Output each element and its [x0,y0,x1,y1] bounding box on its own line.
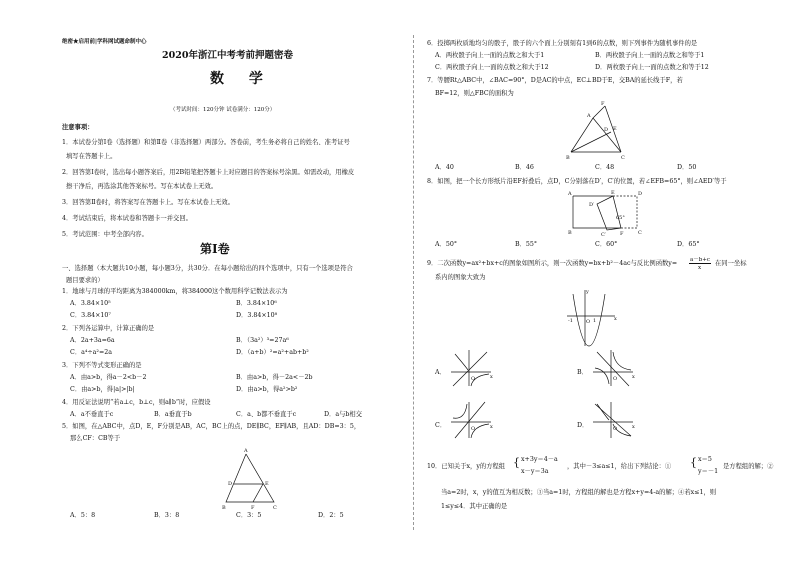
q9-origin-label: O [586,319,591,325]
q6-stem: 6．投掷两枚质地均匀的骰子，骰子的六个面上分别刻有1到6的点数，则下列事件为随机事件的是 [427,40,698,47]
q7-label-e: E [613,126,617,132]
origin-label: O [613,426,618,432]
notice-line: 1．本试卷分第Ⅰ卷（选择题）和第Ⅱ卷（非选择题）两部分。答卷前，考生务必将自己的姓名、准考证号 [62,139,350,146]
q8-label-c-prime: C′ [601,232,606,238]
q7-segment-ac [593,118,621,152]
q7-stem: 7．等腰Rt△ABC中，∠BAC=90°，D是AC的中点，EC⊥BD于E，交BA的延长线于F，若 [427,77,683,84]
q1-option-d: D．3.84×10⁸ [236,312,278,319]
q9-parabola-graph [565,288,617,348]
q5-label-f: F [251,505,255,511]
q5-segment-ef [253,484,263,502]
part1-intro: 一、选择题（本大题共10小题，每小题3分，共30分．在每小题给出的四个选项中，只有一个选项是符合 [62,265,353,272]
q8-stem: 8．如图，把一个长方形纸片沿EF折叠后，点D，C分别落在D′，C′的位置，若∠EFB=65°，则∠AED′等于 [427,178,727,185]
q8-option-a: A．50° [435,241,458,248]
q5-stem: 5．如图，在△ABC中，点D，E，F分别是AB，AC，BC上的点，DE∥BC，EF∥AB，且AD：DB=3：5， [62,423,361,430]
q5-triangle-abc [226,454,274,502]
q7-triangle-figure [563,102,639,160]
hyperbola-branch [455,354,468,370]
q4-option-b: B．a垂直于b [154,411,192,418]
q9-tick-pos: 1 [593,318,597,324]
q4-option-a: A．a不垂直于c [70,411,114,418]
q8-label-d: D [638,191,643,197]
q9-option-b: B． [577,369,588,376]
q6-option-b: B．两枚骰子向上一面的点数之和等于1 [595,52,705,59]
q5-option-a: A．5：8 [70,512,96,519]
q10-solution-y: y＝－1 [698,468,719,475]
q9-stem-2: 系内的图象大致为 [435,274,486,281]
q5-label-b: B [222,505,226,511]
q5-option-b: B．3：8 [154,512,180,519]
notice-heading: 注意事项： [62,124,94,131]
q4-option-d: D．a与b相交 [324,411,363,418]
q7-segment-af [593,106,605,118]
q5-option-c: C．3：5 [236,512,262,519]
q2-option-d: D．（a+b）²=a²+ab+b² [236,349,309,356]
q9-option-c: C． [435,422,447,429]
q7-option-c: C．48 [595,164,615,171]
q2-option-a: A．2a+3a=6a [70,337,115,344]
header-note: 绝密★启用前|学科网试题命制中心 [62,39,147,45]
notice-line: 4．考试结束后，将本试卷和答题卡一并交回。 [62,215,192,222]
axis-x-label: x [490,374,493,380]
q9-stem-tail: 在同一坐标 [715,260,747,267]
q7-label-b: B [566,155,570,161]
q10-stem-mid: ，其中－3≤a≤1，给出下列结论：① [567,463,672,470]
q8-fold-figure [563,190,647,236]
q4-option-c: C．a、b都不垂直于c [236,411,297,418]
q7-option-d: D．50 [677,164,697,171]
q10-stem: 10．已知关于x，y的方程组 [427,463,506,470]
q7-option-a: A．40 [435,164,454,171]
q1-stem: 1．地球与月球的平均距离为384000km，将384000这个数用科学记数法表示为 [62,288,288,295]
hyperbola-branch [613,352,631,370]
q6-option-d: D．两枚骰子向上一面的点数之和等于12 [595,64,709,71]
q1-option-b: B．3.84×10⁶ [236,300,277,307]
q10-system-eq2: x－y＝3a [521,468,549,475]
q9-x-label: x [614,316,617,322]
q3-option-a: A．由a>b，得a－2<b－2 [70,374,147,381]
q10-stem-tail: 是方程组的解；② [723,463,774,470]
q10-brace-2: { [690,456,697,469]
column-divider [413,35,414,530]
line-graph [455,402,485,438]
notice-line: 2．回答第Ⅰ卷时，选出每小题答案后，用2B铅笔把答题卡上对应题目的答案标号涂黑。如需改动，用橡皮 [62,169,355,176]
hyperbola-branch [597,404,609,420]
section-title: 第Ⅰ卷 [200,242,230,256]
q5-label-a: A [244,448,248,454]
q2-option-b: B．（3a²）³=27a⁶ [236,337,289,344]
q3-option-b: B．由a>b，得－2a<－2b [236,374,313,381]
exam-info: （考试时间：120分钟 试卷满分：120分） [170,107,276,113]
hyperbola-branch [595,368,609,384]
q10-system-eq1: x+3y＝4－a [521,456,558,463]
origin-label: O [471,376,476,382]
q8-option-d: D．65° [677,241,700,248]
q5-label-c: C [273,505,277,511]
notice-line: 擦干净后，再选涂其他答案标号。写在本试卷上无效。 [66,183,218,190]
q9-stem: 9．二次函数y=ax²+bx+c的图象如图所示，则一次函数y=bx+b²－4ac与反比例函数y= [427,260,678,267]
q5-label-e: E [265,481,269,487]
q8-label-d-prime: D′ [589,202,595,208]
q9-option-d: D． [577,422,589,429]
q9-tick-neg: -1 [568,318,573,324]
q7-label-f: F [601,101,605,107]
axis-x-label: x [632,374,635,380]
q2-option-c: C．a⁴÷a²=2a [70,349,112,356]
q9-fraction-numerator: a－b+c [690,257,710,263]
q3-option-c: C．由a>b，得|a|>|b| [70,386,135,393]
q3-option-d: D．由a>b，得a²>b² [236,386,298,393]
q8-option-b: B．55° [515,241,538,248]
q7-label-a: A [587,113,591,119]
q9-option-a: A． [435,369,446,376]
part1-intro: 题目要求的） [66,277,104,284]
q8-dashed-original-flap [613,196,637,228]
q1-option-a: A．3.84×10⁵ [70,300,111,307]
q8-fold-line-ef [613,196,621,228]
hyperbola-branch [453,404,467,418]
q8-label-e: E [611,190,615,196]
q9-option-d-graph [591,400,635,440]
q5-option-d: D．2：5 [318,512,344,519]
q3-stem: 3．下列不等式变形正确的是 [62,362,142,369]
q8-option-c: C．60° [595,241,618,248]
q9-option-c-graph [449,400,493,440]
q7-stem-2: BF=12，则△FBC的面积为 [435,90,514,97]
q7-label-d: D [604,127,609,133]
q6-option-a: A．两枚骰子向上一面的点数之和大于1 [435,52,545,59]
notice-line: 填写在答题卡上。 [66,153,117,160]
q10-brace-1: { [513,456,520,469]
line-graph [453,352,487,386]
q9-fraction-denominator: x [698,265,702,271]
q7-label-c: C [621,155,625,161]
origin-label: O [471,426,476,432]
q9-y-label: y [586,289,589,295]
axis-x-label: x [490,424,493,430]
q6-option-c: C．两枚骰子向上一面的点数之和大于12 [435,64,549,71]
q4-stem: 4．用反证法说明“若a⊥c，b⊥c，则a∥b”时，应假设 [62,399,211,406]
q8-edges-ab-bf [573,196,621,228]
q7-option-b: B．46 [515,164,534,171]
q8-label-f: F [620,231,624,237]
notice-line: 5．考试范围：中考全部内容。 [62,231,148,238]
exam-title: 2020年浙江中考考前押题密卷 [162,50,293,61]
q8-label-c: C [638,230,642,236]
notice-line: 3．回答第Ⅱ卷时，将答案写在答题卡上。写在本试卷上无效。 [62,199,235,206]
q9-option-a-graph [449,348,493,388]
q8-label-b: B [568,230,572,236]
subject-title: 数 学 [210,71,273,87]
q8-label-a: A [568,191,572,197]
q9-option-b-graph [591,348,635,388]
q8-angle-label: 65° [616,215,625,221]
q2-stem: 2．下列各运算中，计算正确的是 [62,325,155,332]
q10-solution-x: x＝5 [698,456,712,463]
q10-line-2: 当a=2时，x，y的值互为相反数；③当a=1时，方程组的解也是方程x+y=4-a的解；④若x≤1，则 [441,489,717,496]
q5-triangle-figure [220,448,280,510]
axis-x-label: x [632,424,635,430]
q7-segment-ba [571,118,593,152]
origin-label: O [613,376,618,382]
q5-stem-2: 那么CF：CB等于 [70,435,121,442]
q5-label-d: D [228,481,233,487]
q7-segment-be [571,132,611,152]
q1-option-c: C．3.84×10⁷ [70,312,111,319]
q10-line-3: 1≤y≤4．其中正确的是 [441,503,508,510]
